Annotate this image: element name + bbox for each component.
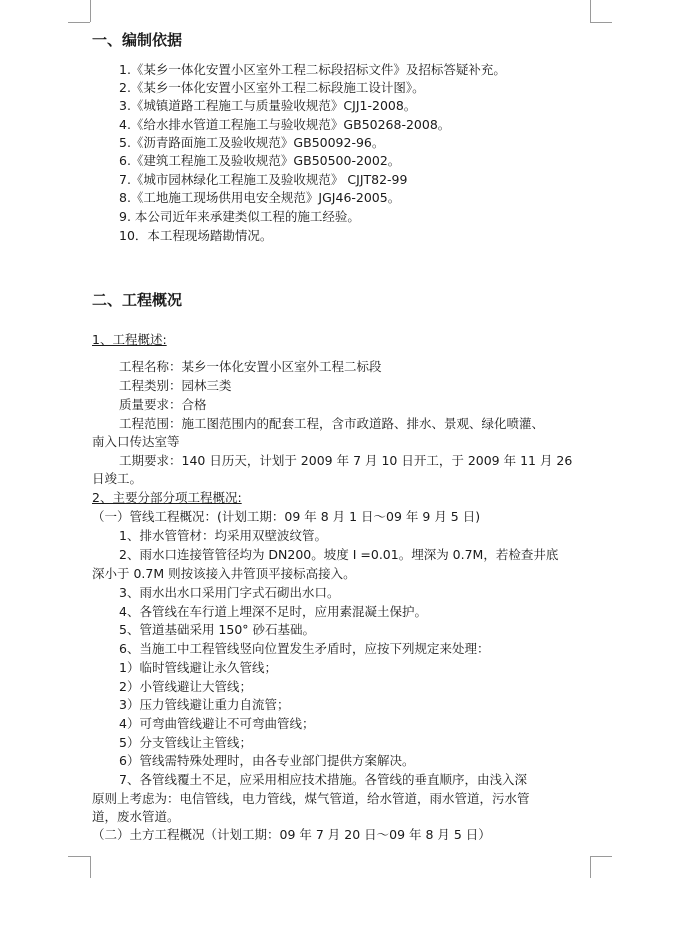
section-2-title: 二、工程概况 — [92, 291, 183, 309]
project-info-line: 工程范围：施工图范围内的配套工程，含市政道路、排水、景观、绿化喷灌、 — [119, 416, 545, 431]
reference-item: 5.《沥青路面施工及验收规范》GB50092-96。 — [119, 135, 385, 150]
project-info-line: 工程类别：园林三类 — [119, 378, 232, 393]
pipeline-subitem: 2）小管线避让大管线； — [119, 679, 252, 694]
reference-item: 1.《某乡一体化安置小区室外工程二标段招标文件》及招标答疑补充。 — [119, 62, 506, 77]
project-info-line: 工期要求：140 日历天，计划于 2009 年 7 月 10 日开工，于 2009 年 11 月 26 — [119, 453, 573, 468]
subsection-heading: 2、主要分部分项工程概况: — [92, 490, 242, 505]
pipeline-subitem: 4）可弯曲管线避让不可弯曲管线； — [119, 716, 315, 731]
pipeline-item: 2、雨水口连接管管径均为 DN200。坡度 I =0.01。埋深为 0.7M，若检查井底 — [119, 547, 559, 562]
reference-item: 4.《给水排水管道工程施工与验收规范》GB50268-2008。 — [119, 117, 451, 132]
page-corner-mark-top-left — [68, 22, 90, 23]
page-corner-mark-bottom-left — [90, 856, 91, 878]
pipeline-subitem: 3）压力管线避让重力自流管； — [119, 697, 290, 712]
reference-item: 9. 本公司近年来承建类似工程的施工经验。 — [119, 209, 360, 224]
project-info-line: 工程名称：某乡一体化安置小区室外工程二标段 — [119, 359, 382, 374]
pipeline-item: 原则上考虑为：电信管线，电力管线，煤气管道，给水管道，雨水管道，污水管 — [92, 791, 530, 806]
page-corner-mark-top-left — [90, 0, 91, 22]
subsection-heading: 1、工程概述: — [92, 332, 167, 347]
page-corner-mark-bottom-right — [590, 856, 591, 878]
page-corner-mark-top-right — [590, 0, 591, 22]
reference-item: 3.《城镇道路工程施工与质量验收规范》CJJ1-2008。 — [119, 98, 417, 113]
part-heading: （一）管线工程概况：(计划工期：09 年 8 月 1 日～09 年 9 月 5 日) — [92, 509, 481, 524]
part-heading: （二）土方工程概况（计划工期：09 年 7 月 20 日～09 年 8 月 5 日） — [92, 827, 491, 842]
page-corner-mark-bottom-right — [590, 856, 612, 857]
pipeline-item: 4、各管线在车行道上埋深不足时，应用素混凝土保护。 — [119, 604, 427, 619]
pipeline-item: 7、各管线覆土不足，应采用相应技术措施。各管线的垂直顺序，由浅入深 — [119, 772, 527, 787]
reference-item: 6.《建筑工程施工及验收规范》GB50500-2002。 — [119, 153, 401, 168]
pipeline-item: 1、排水管管材：均采用双壁波纹管。 — [119, 528, 327, 543]
pipeline-subitem: 1）临时管线避让永久管线； — [119, 660, 277, 675]
project-info-line: 日竣工。 — [92, 471, 143, 486]
reference-item: 2.《某乡一体化安置小区室外工程二标段施工设计图》。 — [119, 80, 425, 95]
reference-item: 8.《工地施工现场供用电安全规范》JGJ46-2005。 — [119, 190, 401, 205]
pipeline-item: 深小于 0.7M 则按该接入井管顶平接标高接入。 — [92, 566, 356, 581]
pipeline-subitem: 5）分支管线让主管线； — [119, 735, 252, 750]
reference-item: 10．本工程现场踏勘情况。 — [119, 228, 273, 243]
pipeline-item: 5、管道基础采用 150° 砂石基础。 — [119, 622, 316, 637]
project-info-line: 南入口传达室等 — [92, 434, 180, 449]
page-corner-mark-top-right — [590, 22, 612, 23]
pipeline-item: 3、雨水出水口采用门字式石砌出水口。 — [119, 585, 340, 600]
section-1-title: 一、编制依据 — [92, 31, 183, 49]
pipeline-item: 6、当施工中工程管线竖向位置发生矛盾时，应按下列规定来处理： — [119, 641, 490, 656]
pipeline-item: 道，废水管道。 — [92, 809, 180, 824]
reference-item: 7.《城市园林绿化工程施工及验收规范》 CJJT82-99 — [119, 172, 408, 187]
project-info-line: 质量要求：合格 — [119, 397, 207, 412]
pipeline-subitem: 6）管线需特殊处理时，由各专业部门提供方案解决。 — [119, 753, 415, 768]
page-corner-mark-bottom-left — [68, 856, 90, 857]
